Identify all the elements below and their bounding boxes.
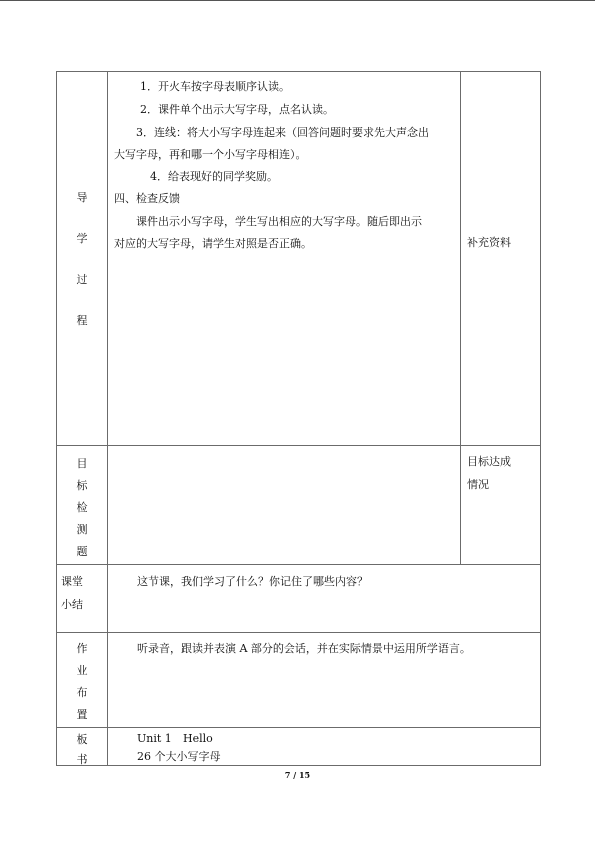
goal-label (72, 455, 92, 565)
process-label-char: 学 (76, 232, 88, 245)
process-content-cell (107, 71, 461, 446)
homework-label-cell (56, 632, 108, 728)
goal-label-char: 测 (76, 523, 88, 536)
homework-label-char: 布 (76, 686, 88, 699)
goal-status-cell (460, 445, 541, 565)
board-title: Hello (183, 732, 213, 745)
board-content-cell (107, 727, 541, 766)
goal-status-label-line: 目标达成 (467, 455, 511, 468)
goal-label-char: 标 (76, 479, 88, 492)
goal-status-label-line: 情况 (467, 478, 489, 491)
homework-label-char: 业 (76, 664, 88, 677)
homework-label (72, 640, 92, 728)
board-label (72, 731, 92, 767)
process-label-char: 过 (76, 273, 88, 286)
summary-label-cell (56, 564, 108, 633)
board-unit: Unit 1 (137, 732, 172, 745)
process-label-char: 导 (76, 191, 88, 204)
supplement-label: 补充资料 (467, 236, 511, 249)
board-label-cell (56, 727, 108, 766)
goal-label-char: 题 (76, 545, 88, 558)
goal-content-cell (107, 445, 461, 565)
homework-label-char: 置 (76, 708, 88, 721)
supplement-cell (460, 71, 541, 446)
process-line: 1．开火车按字母表顺序认读。 (140, 80, 290, 93)
page-number: 7 / 15 (284, 770, 311, 780)
process-label-cell (56, 71, 108, 446)
process-label-char: 程 (76, 314, 88, 327)
process-line: 2．课件单个出示大写字母，点名认读。 (140, 103, 334, 116)
lesson-plan-table (56, 71, 541, 766)
homework-label-char: 作 (76, 642, 88, 655)
goal-label-char: 检 (76, 501, 88, 514)
board-label-char: 板 (76, 733, 88, 746)
summary-content: 这节课，我们学习了什么？你记住了哪些内容？ (137, 575, 368, 588)
process-line: 对应的大写字母，请学生对照是否正确。 (114, 237, 312, 250)
summary-label-line: 课堂 (61, 575, 83, 588)
goal-label-char: 目 (76, 457, 88, 470)
process-line: 四、检查反馈 (114, 192, 180, 205)
process-line: 3．连线：将大小写字母连起来（回答问题时要求先大声念出 (136, 126, 429, 139)
summary-label-line: 小结 (61, 598, 83, 611)
header-rule (0, 0, 595, 1)
process-line: 大写字母，再和哪一个小写字母相连）。 (114, 148, 307, 161)
process-line: 课件出示小写字母，学生写出相应的大写字母。随后即出示 (136, 215, 422, 228)
homework-content-cell (107, 632, 541, 728)
board-line: 26 个大小写字母 (137, 750, 221, 763)
process-line: 4．给表现好的同学奖励。 (150, 170, 278, 183)
summary-content-cell (107, 564, 541, 633)
board-label-char: 书 (76, 753, 88, 766)
goal-label-cell (56, 445, 108, 565)
process-label (72, 189, 92, 353)
homework-content: 听录音，跟读并表演 A 部分的会话，并在实际情景中运用所学语言。 (137, 642, 471, 655)
